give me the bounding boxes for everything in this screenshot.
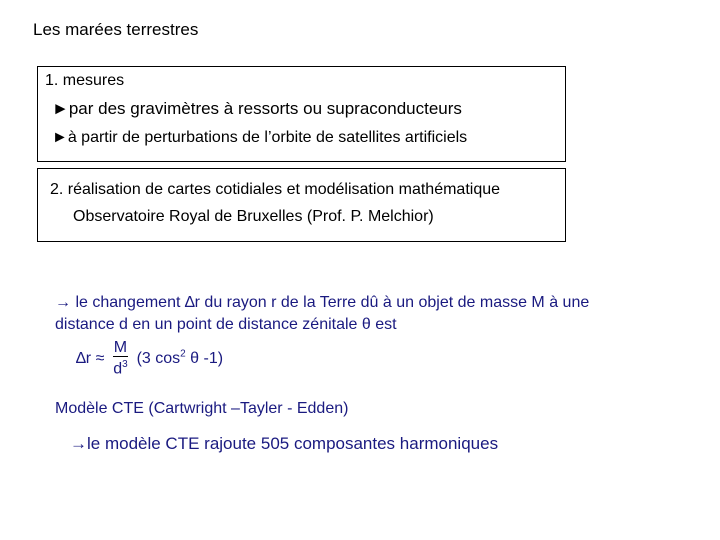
formula-rhs-exponent: 2: [180, 348, 186, 360]
formula-rhs-open: (3 cos: [136, 349, 181, 367]
formula-numerator: M: [113, 339, 128, 356]
formula-denominator: [113, 357, 128, 377]
formula-fraction: [113, 340, 128, 377]
cte-model-label: Modèle CTE (Cartwright –Tayler - Edden): [55, 400, 349, 417]
formula-denominator-base: d: [113, 360, 123, 378]
cte-harmonics-note: →le modèle CTE rajoute 505 composantes harmoniques: [70, 434, 499, 453]
description-line-1: → le changement ∆r du rayon r de la Terre dû à un objet de masse M à une: [55, 294, 590, 311]
measures-heading: 1. mesures: [45, 72, 125, 89]
description-line-2: distance d en un point de distance zénitale θ est: [55, 316, 397, 333]
formula-rhs-close: θ -1): [185, 349, 224, 367]
observatory-text: Observatoire Royal de Bruxelles (Prof. P. Melchior): [73, 208, 434, 225]
maps-box: [37, 168, 566, 242]
measures-item-gravimeters: ►par des gravimètres à ressorts ou supraconducteurs: [52, 99, 462, 118]
measures-item-satellites: ►à partir de perturbations de l’orbite de satellites artificiels: [52, 129, 468, 146]
delta-r-formula: [76, 340, 223, 377]
formula-lhs: ∆r ≈: [76, 349, 105, 367]
formula-denominator-exponent: 3: [122, 359, 128, 370]
maps-heading: 2. réalisation de cartes cotidiales et modélisation mathématique: [50, 181, 501, 198]
page-title: Les marées terrestres: [33, 20, 199, 39]
